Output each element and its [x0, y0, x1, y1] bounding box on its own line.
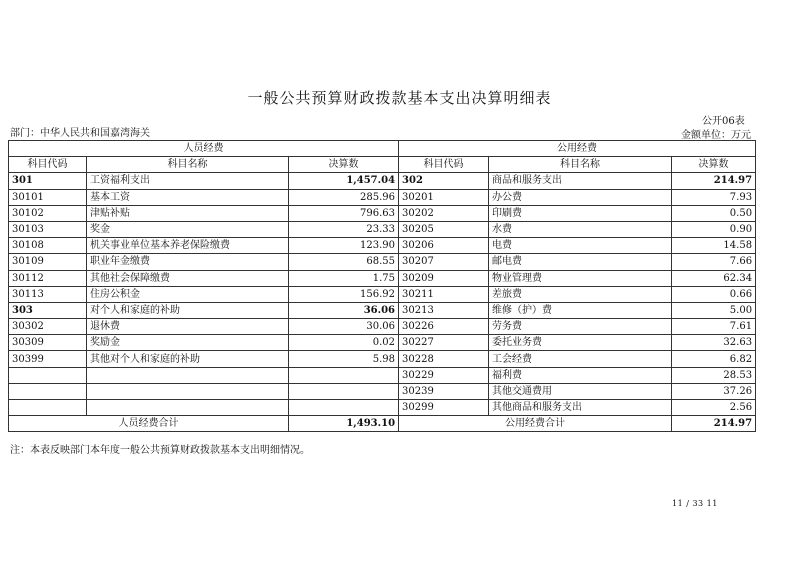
public-code-cell: 30205	[399, 221, 489, 237]
personnel-name-cell: 基本工资	[87, 189, 289, 205]
public-amount-cell: 7.61	[672, 319, 756, 335]
public-code-cell: 30211	[399, 286, 489, 302]
expenditure-table	[8, 140, 756, 432]
col-code-header: 科目代码	[399, 157, 489, 173]
public-amount-cell: 7.93	[672, 189, 756, 205]
group-header-row	[9, 141, 756, 157]
public-amount-cell: 37.26	[672, 383, 756, 399]
personnel-name-cell: 奖金	[87, 221, 289, 237]
personnel-amount-cell: 156.92	[289, 286, 399, 302]
personnel-code-cell: 30112	[9, 270, 87, 286]
public-name-cell: 差旅费	[489, 286, 672, 302]
personnel-code-cell: 30102	[9, 205, 87, 221]
personnel-amount-cell: 5.98	[289, 351, 399, 367]
public-amount-cell: 0.90	[672, 221, 756, 237]
public-name-cell: 委托业务费	[489, 335, 672, 351]
personnel-name-cell: 住房公积金	[87, 286, 289, 302]
personnel-code-cell: 30309	[9, 335, 87, 351]
public-name-cell: 其他商品和服务支出	[489, 400, 672, 416]
personnel-code-cell: 30108	[9, 238, 87, 254]
public-name-cell: 办公费	[489, 189, 672, 205]
personnel-name-cell	[87, 367, 289, 383]
public-code-cell: 30226	[399, 319, 489, 335]
public-amount-cell: 0.66	[672, 286, 756, 302]
public-code-cell: 30229	[399, 367, 489, 383]
public-code-cell: 302	[399, 173, 489, 189]
personnel-amount-cell: 123.90	[289, 238, 399, 254]
personnel-amount-cell: 285.96	[289, 189, 399, 205]
public-code-cell: 30206	[399, 238, 489, 254]
public-code-cell: 30227	[399, 335, 489, 351]
department-label: 部门：中华人民共和国嘉湾海关	[10, 128, 150, 139]
public-code-cell: 30207	[399, 254, 489, 270]
col-code-header: 科目代码	[9, 157, 87, 173]
table-row	[9, 286, 756, 302]
personnel-amount-cell: 68.55	[289, 254, 399, 270]
public-amount-cell: 32.63	[672, 335, 756, 351]
personnel-amount-cell: 0.02	[289, 335, 399, 351]
col-amount-header: 决算数	[289, 157, 399, 173]
personnel-amount-cell	[289, 367, 399, 383]
table-row	[9, 221, 756, 237]
public-amount-cell: 5.00	[672, 302, 756, 318]
personnel-total-value: 1,493.10	[289, 416, 399, 432]
public-name-cell: 维修（护）费	[489, 302, 672, 318]
personnel-amount-cell: 36.06	[289, 302, 399, 318]
table-row	[9, 400, 756, 416]
col-name-header: 科目名称	[87, 157, 289, 173]
public-code-cell: 30228	[399, 351, 489, 367]
public-name-cell: 印刷费	[489, 205, 672, 221]
public-amount-cell: 2.56	[672, 400, 756, 416]
public-amount-cell: 28.53	[672, 367, 756, 383]
personnel-code-cell	[9, 383, 87, 399]
personnel-total-label: 人员经费合计	[9, 416, 289, 432]
personnel-name-cell: 对个人和家庭的补助	[87, 302, 289, 318]
public-amount-cell: 6.82	[672, 351, 756, 367]
public-name-cell: 福利费	[489, 367, 672, 383]
table-row	[9, 302, 756, 318]
public-name-cell: 邮电费	[489, 254, 672, 270]
public-amount-cell: 14.58	[672, 238, 756, 254]
public-name-cell: 劳务费	[489, 319, 672, 335]
personnel-code-cell: 301	[9, 173, 87, 189]
table-row	[9, 335, 756, 351]
group-public-header: 公用经费	[399, 141, 756, 157]
public-code-cell: 30202	[399, 205, 489, 221]
personnel-name-cell: 其他对个人和家庭的补助	[87, 351, 289, 367]
footnote: 注：本表反映部门本年度一般公共预算财政拨款基本支出明细情况。	[10, 445, 310, 456]
public-amount-cell: 0.50	[672, 205, 756, 221]
public-amount-cell: 214.97	[672, 173, 756, 189]
public-name-cell: 物业管理费	[489, 270, 672, 286]
table-row	[9, 189, 756, 205]
page-number: 11 / 33 11	[672, 499, 718, 508]
personnel-code-cell: 30109	[9, 254, 87, 270]
public-name-cell: 水费	[489, 221, 672, 237]
personnel-name-cell: 机关事业单位基本养老保险缴费	[87, 238, 289, 254]
personnel-name-cell: 工资福利支出	[87, 173, 289, 189]
group-personnel-header: 人员经费	[9, 141, 399, 157]
personnel-code-cell: 30101	[9, 189, 87, 205]
personnel-code-cell: 303	[9, 302, 87, 318]
personnel-code-cell: 30103	[9, 221, 87, 237]
public-amount-cell: 62.34	[672, 270, 756, 286]
table-row	[9, 351, 756, 367]
public-name-cell: 工会经费	[489, 351, 672, 367]
totals-row	[9, 416, 756, 432]
personnel-amount-cell: 796.63	[289, 205, 399, 221]
public-code-cell: 30213	[399, 302, 489, 318]
personnel-code-cell	[9, 400, 87, 416]
unit-label: 金额单位：万元	[681, 130, 751, 141]
personnel-name-cell: 奖励金	[87, 335, 289, 351]
table-row	[9, 238, 756, 254]
personnel-code-cell: 30302	[9, 319, 87, 335]
personnel-amount-cell: 23.33	[289, 221, 399, 237]
personnel-amount-cell: 30.06	[289, 319, 399, 335]
table-row	[9, 254, 756, 270]
personnel-name-cell	[87, 400, 289, 416]
public-code-cell: 30201	[399, 189, 489, 205]
form-number: 公开06表	[702, 116, 745, 127]
public-total-label: 公用经费合计	[399, 416, 672, 432]
personnel-amount-cell: 1.75	[289, 270, 399, 286]
personnel-amount-cell: 1,457.04	[289, 173, 399, 189]
column-header-row	[9, 157, 756, 173]
public-code-cell: 30209	[399, 270, 489, 286]
personnel-name-cell: 职业年金缴费	[87, 254, 289, 270]
public-name-cell: 商品和服务支出	[489, 173, 672, 189]
personnel-name-cell: 退休费	[87, 319, 289, 335]
personnel-amount-cell	[289, 400, 399, 416]
page-title: 一般公共预算财政拨款基本支出决算明细表	[247, 89, 552, 107]
col-name-header: 科目名称	[489, 157, 672, 173]
personnel-name-cell	[87, 383, 289, 399]
table-row	[9, 205, 756, 221]
personnel-amount-cell	[289, 383, 399, 399]
personnel-name-cell: 津贴补贴	[87, 205, 289, 221]
table-row	[9, 367, 756, 383]
public-code-cell: 30299	[399, 400, 489, 416]
table-row	[9, 270, 756, 286]
table-row	[9, 383, 756, 399]
public-code-cell: 30239	[399, 383, 489, 399]
personnel-name-cell: 其他社会保障缴费	[87, 270, 289, 286]
personnel-code-cell: 30399	[9, 351, 87, 367]
col-amount-header: 决算数	[672, 157, 756, 173]
public-total-value: 214.97	[672, 416, 756, 432]
public-name-cell: 电费	[489, 238, 672, 254]
personnel-code-cell: 30113	[9, 286, 87, 302]
table-row	[9, 173, 756, 189]
public-name-cell: 其他交通费用	[489, 383, 672, 399]
table-row	[9, 319, 756, 335]
personnel-code-cell	[9, 367, 87, 383]
public-amount-cell: 7.66	[672, 254, 756, 270]
